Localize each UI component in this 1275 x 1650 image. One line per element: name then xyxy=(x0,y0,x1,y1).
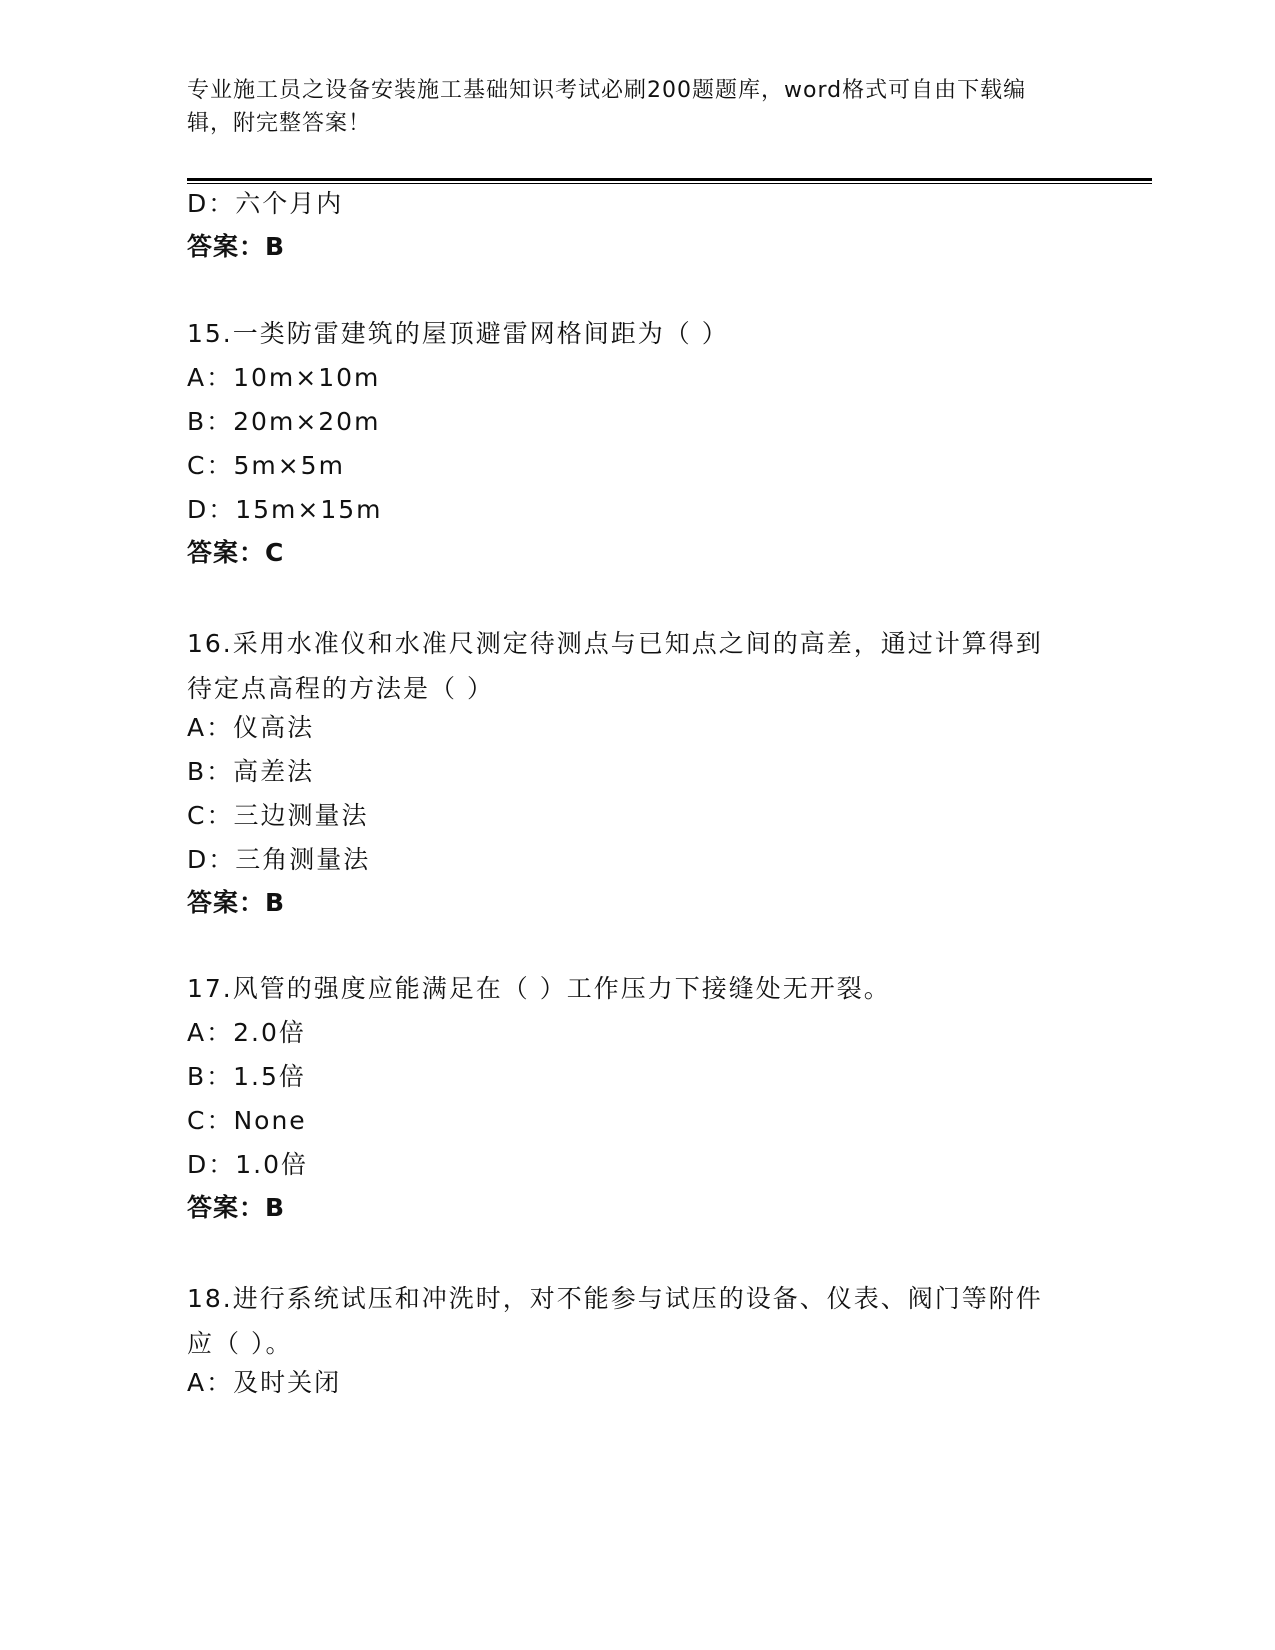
prev-answer: 答案：B xyxy=(187,232,286,261)
question-16-option-c: C：三边测量法 xyxy=(187,801,369,830)
document-header: 专业施工员之设备安装施工基础知识考试必刷200题题库，word格式可自由下载编辑，附完整答案！ xyxy=(187,78,1027,136)
question-16-option-b: B：高差法 xyxy=(187,757,315,786)
header-rule-thin xyxy=(187,183,1152,184)
question-17-option-d: D：1.0倍 xyxy=(187,1150,309,1179)
question-15-stem: 15.一类防雷建筑的屋顶避雷网格间距为（ ） xyxy=(187,319,729,348)
question-18-stem: 18.进行系统试压和冲洗时，对不能参与试压的设备、仪表、阀门等附件应（ ）。 xyxy=(187,1284,1043,1358)
question-16-answer: 答案：B xyxy=(187,888,286,917)
question-15-option-d: D：15m×15m xyxy=(187,495,383,524)
question-15-option-a: A：10m×10m xyxy=(187,363,381,392)
question-17-option-b: B：1.5倍 xyxy=(187,1062,306,1091)
question-16-option-a: A：仪高法 xyxy=(187,713,315,742)
prev-option-d: D：六个月内 xyxy=(187,189,344,218)
question-15-option-c: C：5m×5m xyxy=(187,451,345,480)
question-16-stem: 16.采用水准仪和水准尺测定待测点与已知点之间的高差，通过计算得到待定点高程的方法是（ ） xyxy=(187,629,1043,703)
question-15-option-b: B：20m×20m xyxy=(187,407,381,436)
question-18-option-a: A：及时关闭 xyxy=(187,1368,342,1397)
question-15-answer: 答案：C xyxy=(187,538,285,567)
question-16-option-d: D：三角测量法 xyxy=(187,845,371,874)
question-17-option-c: C：None xyxy=(187,1106,307,1135)
question-17-stem: 17.风管的强度应能满足在（ ）工作压力下接缝处无开裂。 xyxy=(187,974,891,1003)
question-17-answer: 答案：B xyxy=(187,1193,286,1222)
question-17-option-a: A：2.0倍 xyxy=(187,1018,306,1047)
header-rule-thick xyxy=(187,178,1152,181)
